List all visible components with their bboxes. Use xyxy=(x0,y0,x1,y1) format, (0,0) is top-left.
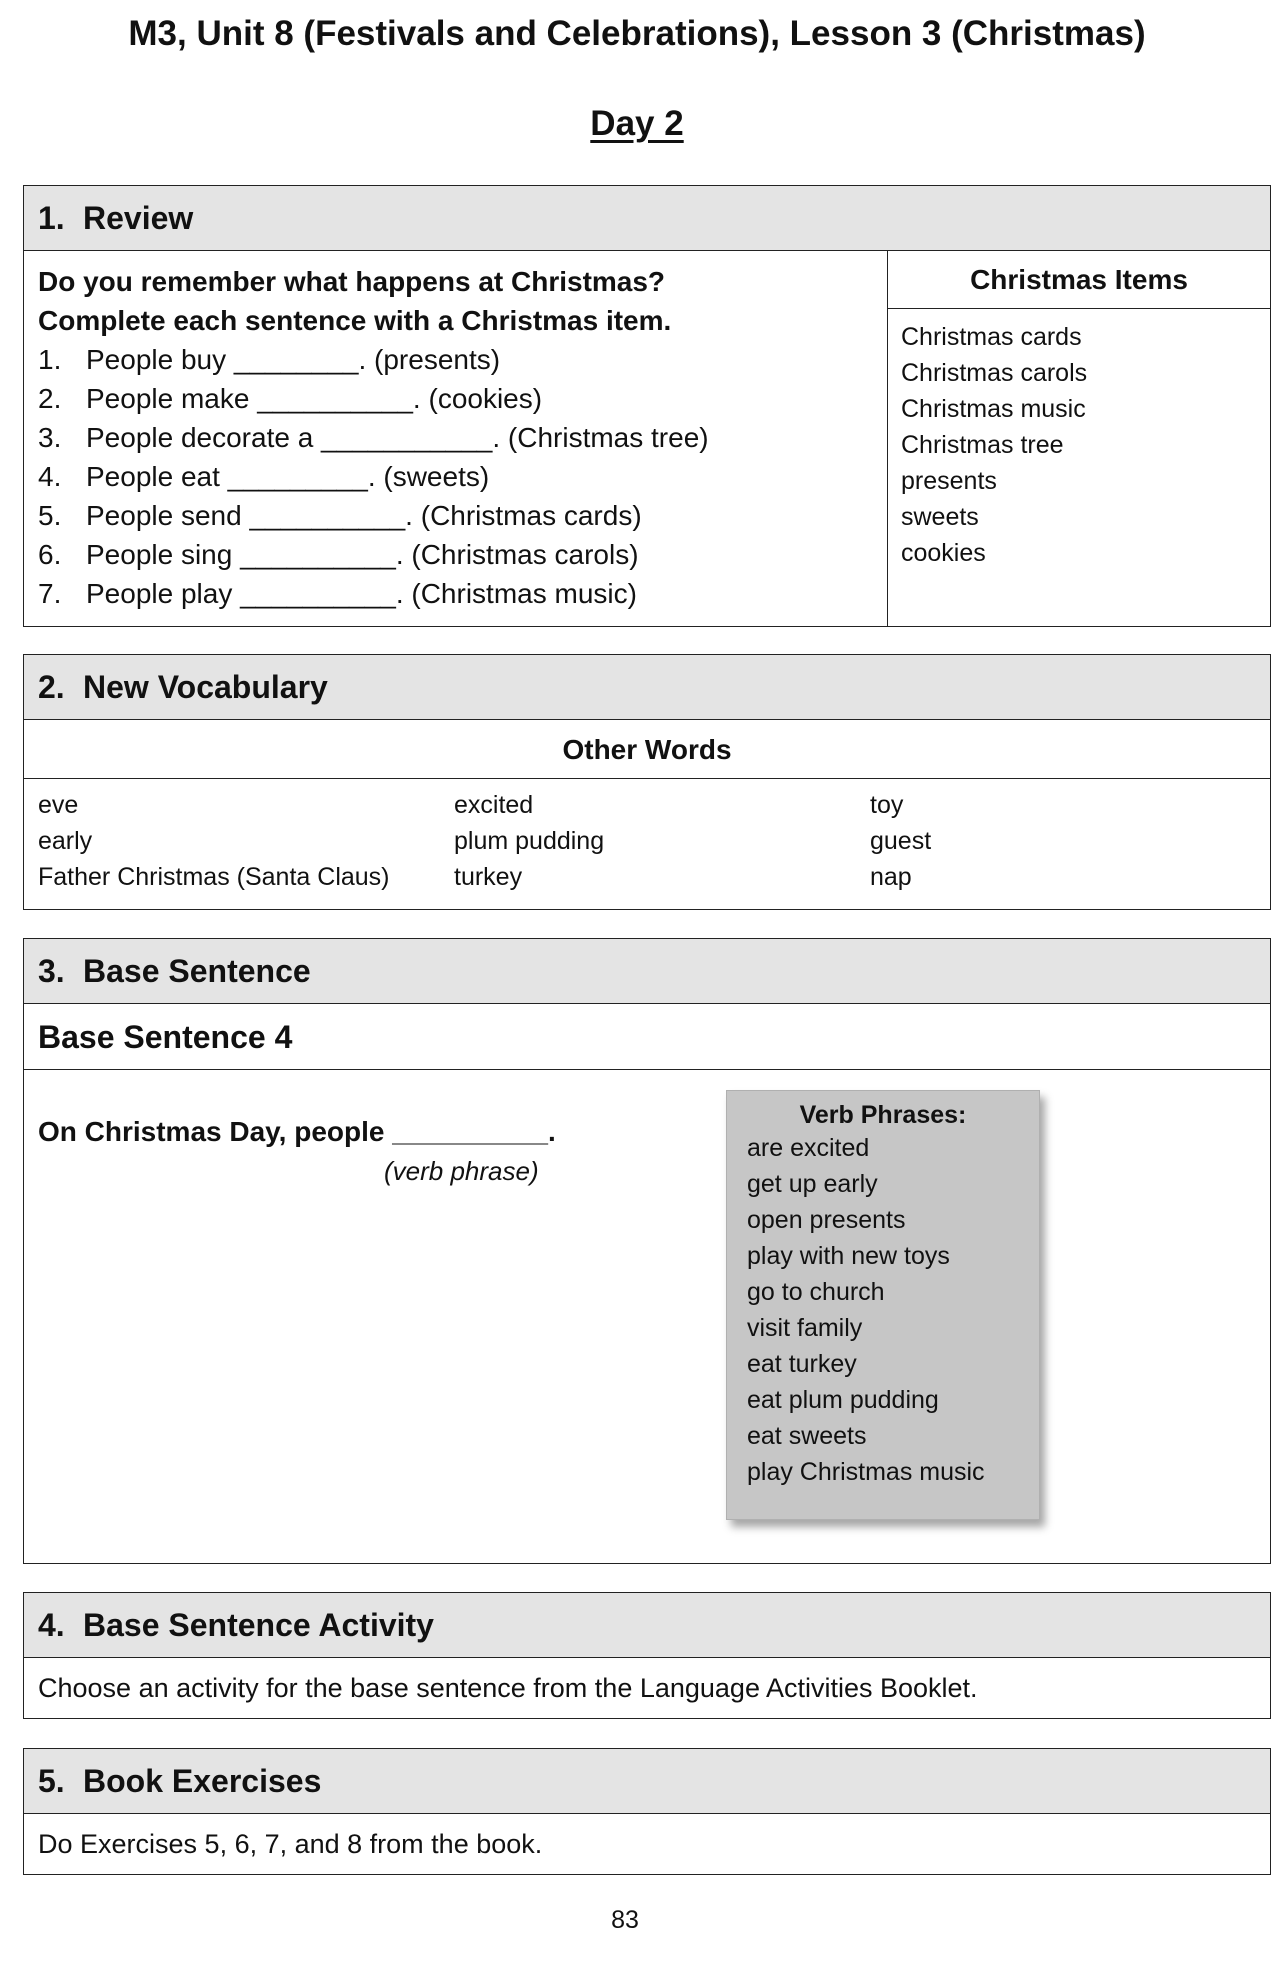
christmas-item: cookies xyxy=(901,539,986,567)
verb-phrase: eat turkey xyxy=(747,1350,857,1378)
review-sentence xyxy=(38,379,887,418)
review-sentence xyxy=(38,535,887,574)
vocab-word: nap xyxy=(870,863,912,891)
vocab-word: turkey xyxy=(454,863,523,891)
review-sentence xyxy=(38,457,887,496)
activity-header xyxy=(24,1593,1270,1658)
book-exercises-number: 5. xyxy=(38,1763,65,1799)
sentence-text: People send __________. (Christmas cards) xyxy=(86,500,642,531)
activity-number: 4. xyxy=(38,1607,65,1643)
review-sentences-panel xyxy=(24,251,888,626)
review-header xyxy=(24,186,1270,251)
review-sentence xyxy=(38,574,887,613)
verb-phrase: visit family xyxy=(747,1314,863,1342)
verb-phrases-heading: Verb Phrases: xyxy=(799,1101,967,1129)
review-instruction-1: Do you remember what happens at Christmas? xyxy=(38,266,666,297)
review-heading: Review xyxy=(83,200,194,236)
christmas-item: Christmas cards xyxy=(901,323,1082,351)
book-exercises-header xyxy=(24,1749,1270,1814)
sentence-number: 1. xyxy=(38,344,62,375)
sentence-text: People decorate a ___________. (Christmas tree) xyxy=(86,422,709,453)
vocabulary-header xyxy=(24,655,1270,720)
vocab-word: eve xyxy=(38,791,79,819)
sentence-number: 7. xyxy=(38,578,62,609)
base-sentence-number: 3. xyxy=(38,953,65,989)
vocabulary-number: 2. xyxy=(38,669,65,705)
vocab-word: plum pudding xyxy=(454,827,605,855)
verb-phrase: are excited xyxy=(747,1134,870,1162)
verb-phrase: eat sweets xyxy=(747,1422,867,1450)
sentence-text: People sing __________. (Christmas carols) xyxy=(86,539,639,570)
page-title: M3, Unit 8 (Festivals and Celebrations), Lesson 3 (Christmas) xyxy=(128,14,1146,53)
vocab-word: guest xyxy=(870,827,932,855)
day-title-text: Day 2 xyxy=(590,104,684,143)
christmas-items-panel xyxy=(888,251,1270,626)
sentence-text: People make __________. (cookies) xyxy=(86,383,543,414)
sentence-number: 3. xyxy=(38,422,62,453)
day-title xyxy=(0,104,1274,144)
review-instruction-2: Complete each sentence with a Christmas item. xyxy=(38,305,672,336)
vocab-word: excited xyxy=(454,791,534,819)
base-sentence-section xyxy=(23,938,1271,1564)
sentence-text: People buy ________. (presents) xyxy=(86,344,501,375)
book-exercises-section xyxy=(23,1748,1271,1875)
base-sentence-text: On Christmas Day, people __________. xyxy=(38,1116,556,1147)
base-sentence-label: Base Sentence 4 xyxy=(24,1004,1270,1070)
vocab-column-2 xyxy=(454,787,604,895)
review-sentence xyxy=(38,496,887,535)
review-sentence xyxy=(38,418,887,457)
page-number: 83 xyxy=(611,1906,639,1934)
other-words-grid xyxy=(24,779,1270,907)
activity-section xyxy=(23,1592,1271,1719)
sentence-number: 6. xyxy=(38,539,62,570)
vocab-word: early xyxy=(38,827,93,855)
activity-text: Choose an activity for the base sentence from the Language Activities Booklet. xyxy=(38,1673,978,1703)
vocab-word: toy xyxy=(870,791,904,819)
book-exercises-heading: Book Exercises xyxy=(83,1763,322,1799)
verb-phrases-box xyxy=(726,1090,1040,1520)
book-exercises-text: Do Exercises 5, 6, 7, and 8 from the book. xyxy=(38,1829,543,1859)
sentence-number: 5. xyxy=(38,500,62,531)
sentence-text: People play __________. (Christmas music) xyxy=(86,578,637,609)
vocab-column-1 xyxy=(38,787,390,895)
sentence-number: 2. xyxy=(38,383,62,414)
review-section xyxy=(23,185,1271,627)
verb-phrase: go to church xyxy=(747,1278,885,1306)
verb-phrase: play Christmas music xyxy=(747,1458,985,1486)
christmas-item: presents xyxy=(901,467,997,495)
base-sentence-area xyxy=(24,1070,1270,1560)
christmas-item: Christmas carols xyxy=(901,359,1088,387)
review-sentence xyxy=(38,340,887,379)
verb-phrases-list xyxy=(727,1130,1039,1490)
verb-phrase: open presents xyxy=(747,1206,906,1234)
base-sentence-hint: (verb phrase) xyxy=(384,1156,539,1186)
christmas-item: sweets xyxy=(901,503,979,531)
christmas-items-heading: Christmas Items xyxy=(888,251,1270,309)
christmas-item: Christmas music xyxy=(901,395,1086,423)
vocabulary-heading: New Vocabulary xyxy=(83,669,328,705)
review-number: 1. xyxy=(38,200,65,236)
other-words-heading: Other Words xyxy=(24,720,1270,779)
christmas-item: Christmas tree xyxy=(901,431,1064,459)
verb-phrase: play with new toys xyxy=(747,1242,950,1270)
christmas-items-list xyxy=(888,309,1270,571)
sentence-text: People eat _________. (sweets) xyxy=(86,461,490,492)
activity-heading: Base Sentence Activity xyxy=(83,1607,434,1643)
sentence-number: 4. xyxy=(38,461,62,492)
verb-phrase: get up early xyxy=(747,1170,878,1198)
base-sentence-heading: Base Sentence xyxy=(83,953,311,989)
vocab-word: Father Christmas (Santa Claus) xyxy=(38,863,390,891)
vocabulary-section xyxy=(23,654,1271,910)
base-sentence-header xyxy=(24,939,1270,1004)
vocab-column-3 xyxy=(870,787,931,895)
verb-phrase: eat plum pudding xyxy=(747,1386,939,1414)
